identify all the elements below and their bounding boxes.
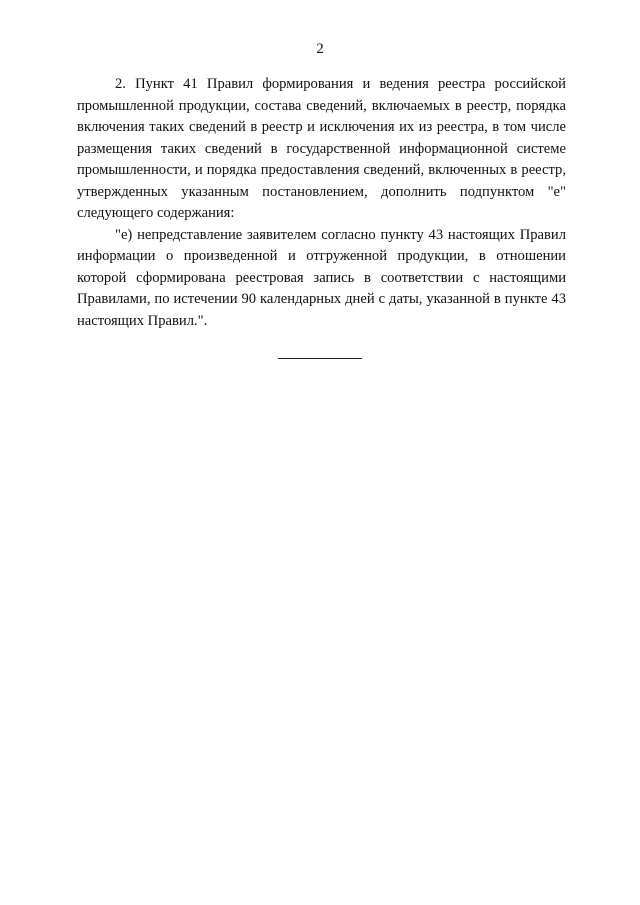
paragraph-subclause-e: "е) непредставление заявителем согласно пункту 43 настоящих Правил информации о произведенной и отгруженной продукции, в отношении которой сформирована реестровая запись в соответствии с настоящими Правилами, по истечении 90 календарных дней с даты, указанной в пункте 43 настоящих Правил.". — [77, 226, 566, 329]
paragraph-item-2: 2. Пункт 41 Правил формирования и ведения реестра российской промышленной продукции, состава сведений, включаемых в реестр, порядка включения таких сведений в реестр и исключения их из реестра, в том числе размещения таких сведений в государственной информационной системе промышленности, и порядка предоставления сведений, включенных в реестр, утвержденных указанным постановлением, дополнить подпунктом "е" следующего содержания: — [77, 76, 566, 221]
document-body — [77, 74, 566, 332]
page-number: 2 — [316, 41, 324, 57]
end-separator-line — [278, 358, 362, 359]
